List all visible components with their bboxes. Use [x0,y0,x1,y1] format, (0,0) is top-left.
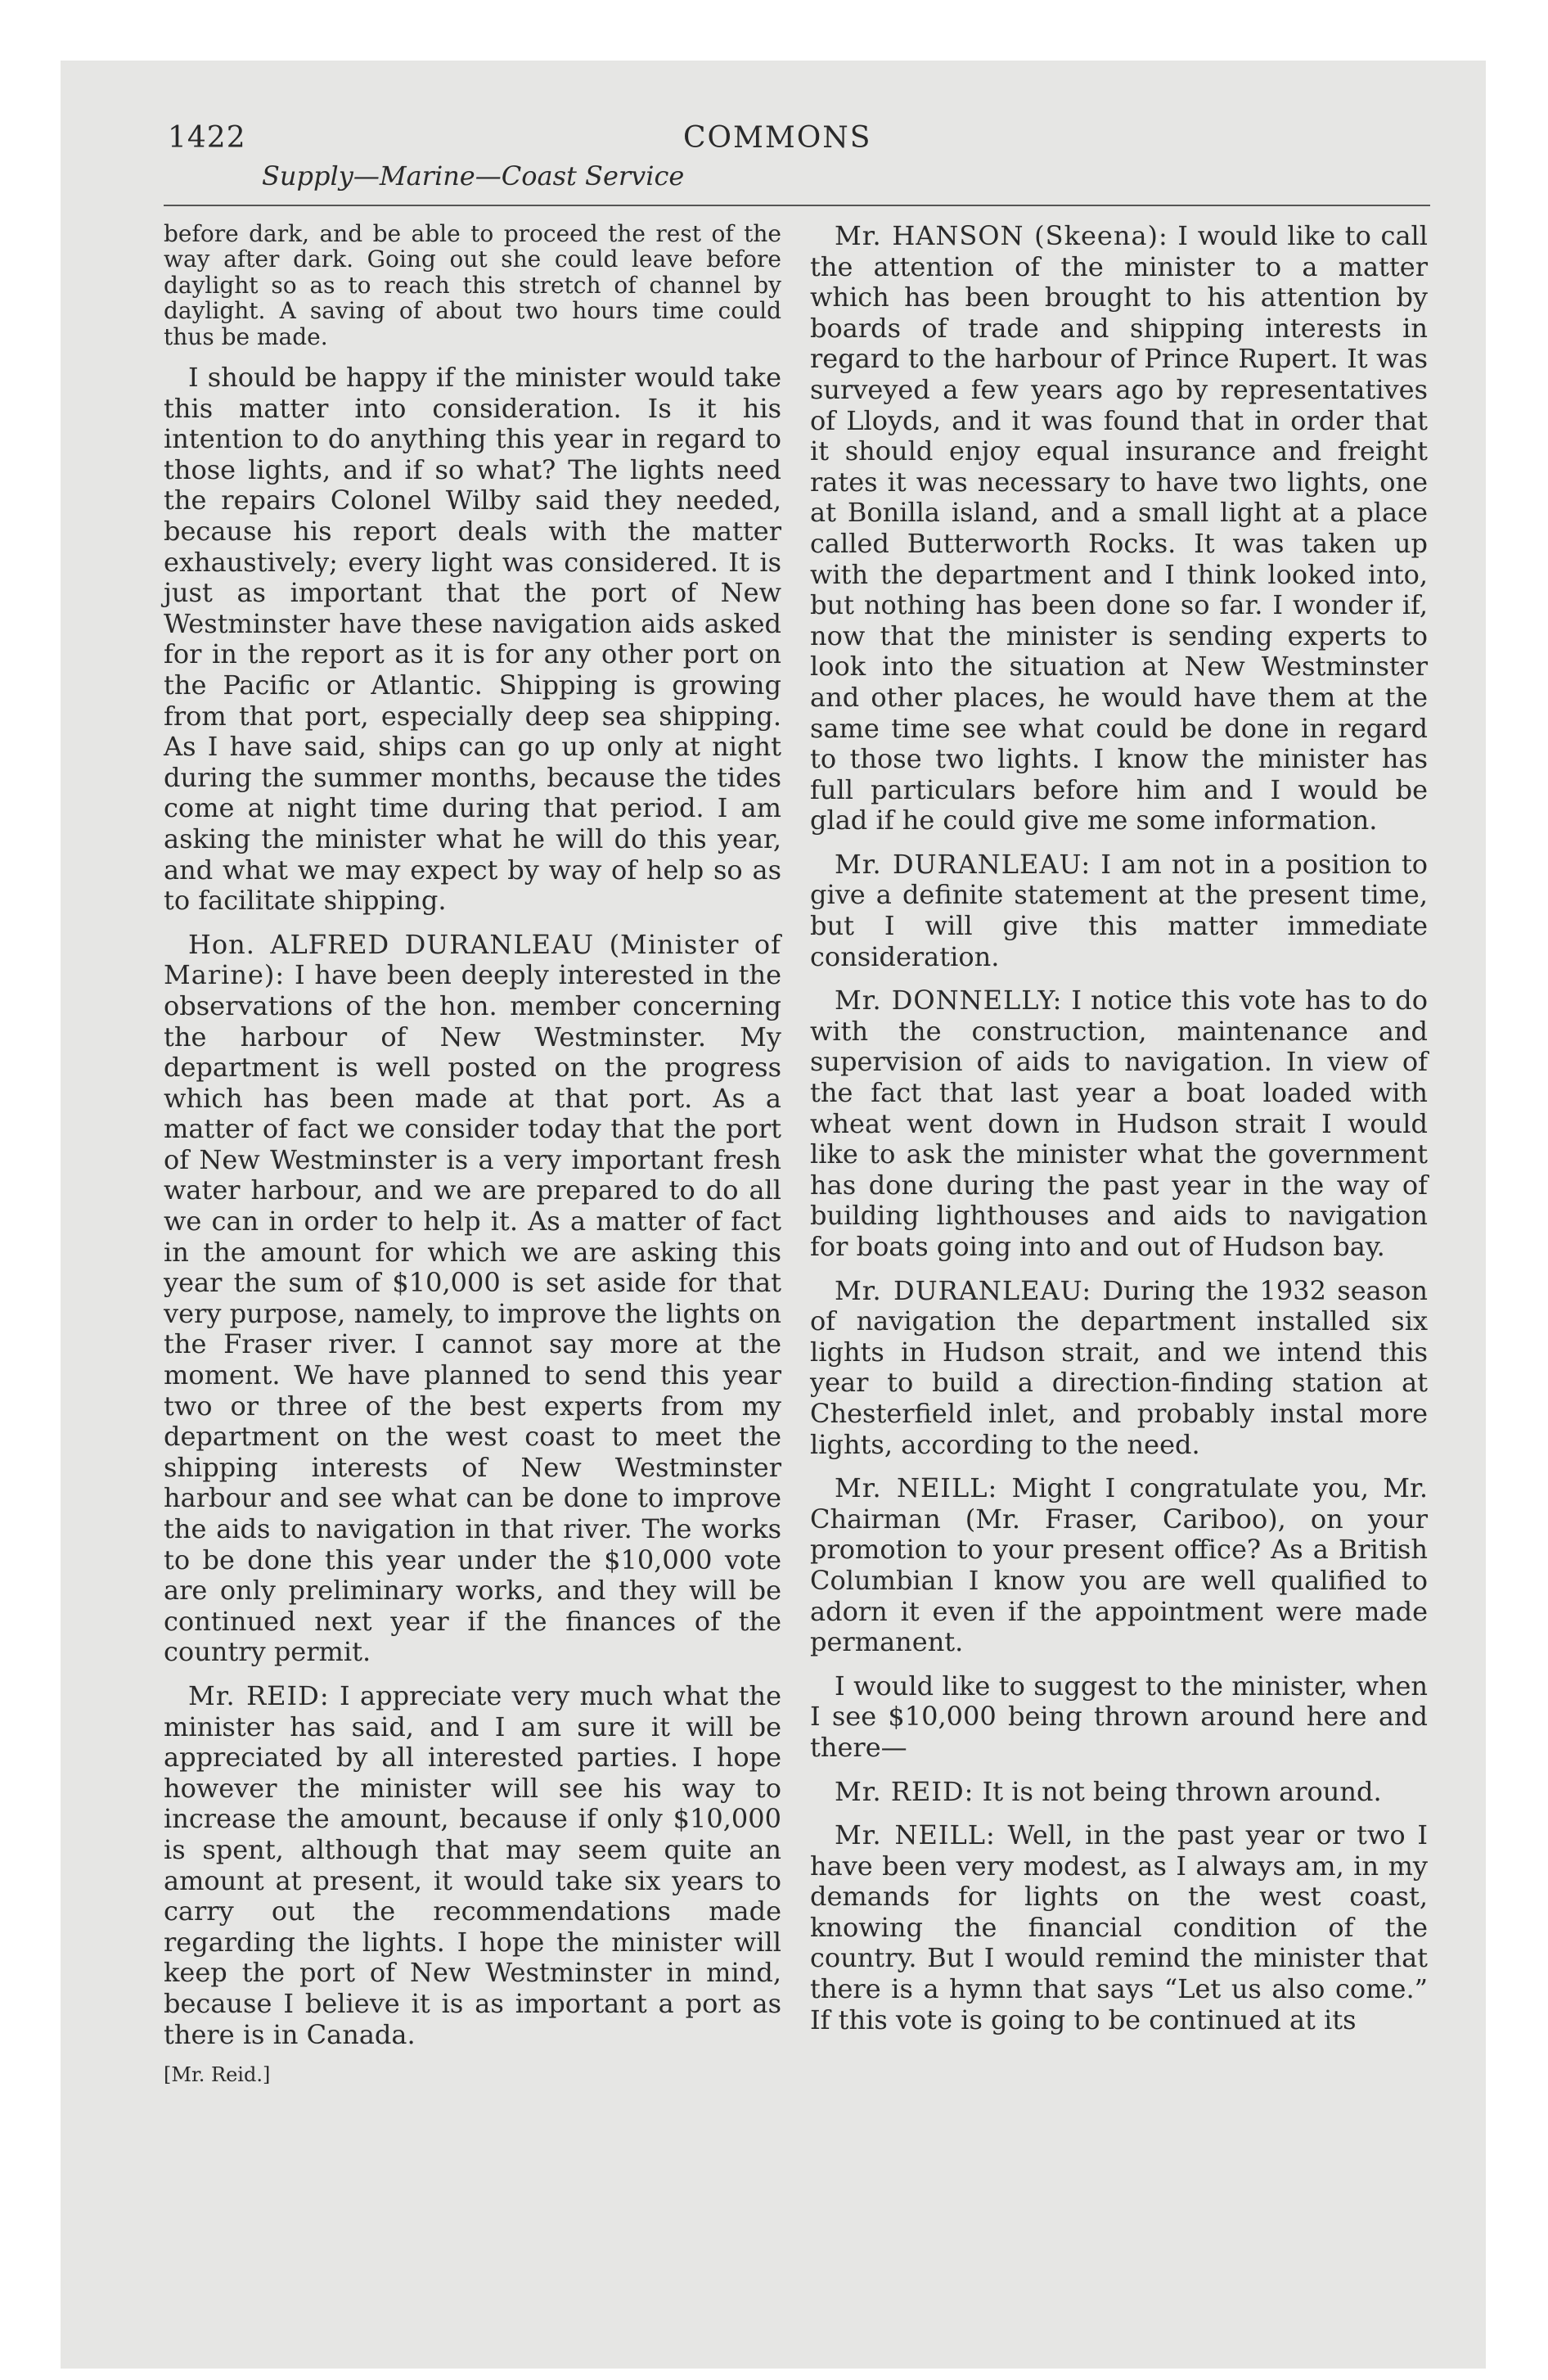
speaker-name: Mr. DURANLEAU: [835,848,1091,880]
paragraph [810,1820,1428,2035]
speaker-name: Mr. DURANLEAU: [835,1274,1092,1306]
section-title: COMMONS [683,121,872,155]
speaker-name: Mr. NEILL: [835,1819,996,1851]
paragraph [810,1777,1428,1808]
speaker-name: Mr. HANSON (Skeena): [835,220,1168,251]
speaker-name: Mr. NEILL: [835,1472,998,1504]
header-rule [164,205,1430,206]
paragraph-text: Might I congratulate you, Mr. Chairman (Mr. Fraser, Cariboo), on your promotion to your present office? As a British Columbian I know you are well qualified to adorn it even if the appointment were made permanent. [810,1472,1429,1658]
speaker-name: Mr. REID: [835,1775,974,1807]
paragraph [810,221,1428,836]
paragraph [810,985,1428,1262]
running-subtitle: Supply—Marine—Coast Service [262,160,685,192]
page-header [168,121,1411,195]
paragraph-text: I would like to call the attention of the minister to a matter which has been brought to his attention by boards of trade and shipping interests in regard to the harbour of Prince Rupert. It was surveyed a few years ago by representatives of Lloyds, and it was found that in order that it should enjoy equal insurance and freight rates it was necessary to have two lights, one at Bonilla island, and a small light at a place called Butterworth Rocks. It was taken up with the department and I think looked into, but nothing has been done so far. I wonder if, now that the minister is sending experts to look into the situation at New Westminster and other places, he would have them at the same time see what could be done in regard to those two lights. I know the minister has full particulars before him and I would be glad if he could give me some information. [810,220,1429,836]
paragraph-text: I notice this vote has to do with the construction, maintenance and supervision of aids to navigation. In view of the fact that last year a boat loaded with wheat went down in Hudson strait I would like to ask the minister what the government has done during the past year in the way of building lighthouses and aids to navigation for boats going into and out of Hudson bay. [810,985,1429,1262]
speaker-name: Mr. REID: [188,1679,330,1711]
paragraph [810,1671,1428,1764]
paragraph [810,1276,1428,1461]
paragraph [810,850,1428,972]
paragraph-text: before dark, and be able to proceed the rest of the way after dark. Going out she could leave before daylight so as to reach this stretch of channel by daylight. A saving of about two hours time could thus be made. [164,220,781,350]
paragraph-text: I appreciate very much what the minister has said, and I am sure it will be appreciated by all interested parties. I hope however the minister will see his way to increase the amount, because if only $10,000 is spent, although that may seem quite an amount at present, it would take six years to carry out the recommendations made regarding the lights. I hope the minister will keep the port of New Westminster in mind, because I believe it is as important a port as there is in Canada. [164,1679,782,2050]
right-column [810,221,1428,2049]
paragraph [810,1473,1428,1658]
paragraph-text: I am not in a position to give a definite statement at the present time, but I will give this matter immediate consideration. [810,848,1429,972]
paragraph-text: I should be happy if the minister would take this matter into consideration. Is it his intention to do anything this year in regard to those lights, and if so what? The lights need the repairs Colonel Wilby said they needed, because his report deals with the matter exhaustively; every light was considered. It is just as important that the port of New Westminster have these navigation aids asked for in the report as it is for any other port on the Pacific or Atlantic. Shipping is growing from that port, especially deep sea shipping. As I have said, ships can go up only at night during the summer months, because the tides come at night time during that period. I am asking the minister what he will do this year, and what we may expect by way of help so as to facilitate shipping. [164,362,781,917]
paragraph [164,1681,781,2050]
page-number: 1422 [168,121,246,155]
paragraph-text: I have been deeply interested in the observations of the hon. member concerning the harbour of New Westminster. My department is well posted on the progress which has been made at that port. As a matter of fact we consider today that the port of New Westminster is a very important fresh water harbour, and we are prepared to do all we can in order to help it. As a matter of fact in the amount for which we are asking this year the sum of $10,000 is set aside for that very purpose, namely, to improve the lights on the Fraser river. I cannot say more at the moment. We have planned to send this year two or three of the best experts from my department on the west coast to meet the shipping interests of New Westminster harbour and see what can be done to improve the aids to navigation in that river. The works to be done this year under the $10,000 vote are only preliminary works, and they will be continued next year if the finances of the country permit. [164,959,781,1668]
paragraph-text: I would like to suggest to the minister, when I see $10,000 being thrown around here and there— [810,1670,1428,1763]
left-column [164,221,781,2099]
paragraph-text: Well, in the past year or two I have been very modest, as I always am, in my demands for lights on the west coast, knowing the financial condition of the country. But I would remind the minister that there is a hymn that says “Let us also come.” If this vote is going to be continued at its [810,1819,1429,2035]
paragraph [164,221,781,349]
speaker-name: Mr. DONNELLY: [835,985,1063,1016]
paragraph-text: During the 1932 season of navigation the department installed six lights in Hudson strait, and we intend this year to build a direction-finding station at Chesterfield inlet, and probably instal more lights, according to the need. [810,1274,1429,1460]
paragraph [164,930,781,1668]
paragraph [164,363,781,917]
footnote: [Mr. Reid.] [164,2063,271,2087]
speaker-name: Hon. ALFRED DURANLEAU (Minister of Marine): [164,928,781,991]
paragraph-text: It is not being thrown around. [974,1775,1382,1807]
